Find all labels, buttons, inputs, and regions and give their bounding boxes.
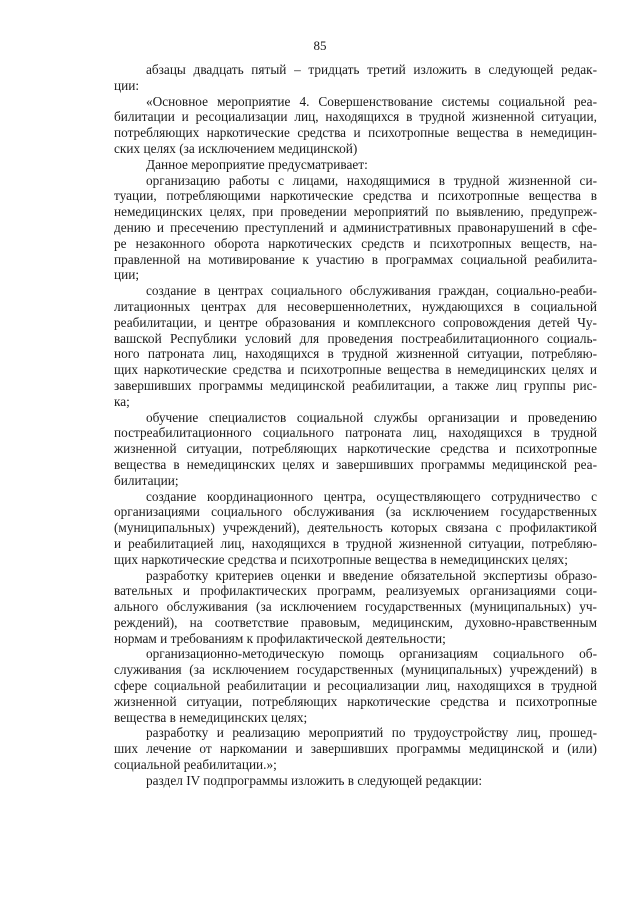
text-line: вещества в немедицинских целях;: [114, 709, 308, 725]
text-line: жизненной ситуации, потребляющих наркотические средства и психотропные: [114, 693, 597, 709]
text-line: щих наркотические средства и психотропные вещества в немедицинских целях и: [114, 362, 597, 378]
text-line: создание в центрах социального обслуживания граждан, социально-реаби-: [146, 283, 597, 299]
text-line: Данное мероприятие предусматривает:: [146, 156, 368, 172]
text-line: литационных центрах для несовершеннолетних, нуждающихся в социальной: [114, 298, 597, 314]
text-line: немедицинских целях, при проведении мероприятий по выявлению, предупреж-: [114, 204, 597, 220]
text-line: туации, потребляющими наркотические средства и психотропные вещества в: [114, 188, 597, 204]
text-line: организационно-методическую помощь организациям социального об-: [146, 646, 597, 662]
text-line: (муниципальных) учреждений), деятельность которых связана с профилактикой: [114, 520, 597, 536]
paragraph: [114, 725, 597, 772]
page-number: 85: [313, 38, 327, 53]
text-line: вательных и профилактических программ, реализуемых организациями соци-: [114, 583, 597, 599]
document-body: [114, 62, 597, 789]
text-line: ших лечение от наркомании и завершивших программы медицинской и (или): [114, 741, 597, 757]
paragraph: [114, 773, 597, 789]
paragraph: [114, 646, 597, 725]
text-line: завершивших программы медицинской реабилитации, а также лиц группы рис-: [114, 377, 597, 393]
paragraph: [114, 410, 597, 489]
text-line: билитации;: [114, 472, 179, 488]
text-line: раздел IV подпрограммы изложить в следующей редакции:: [146, 772, 483, 788]
text-line: ка;: [114, 393, 130, 409]
paragraph: [114, 157, 597, 173]
text-line: вашской Республики условий для проведения постреабилитационного социаль-: [114, 330, 597, 346]
text-line: «Основное мероприятие 4. Совершенствование системы социальной реа-: [146, 93, 597, 109]
text-line: потребляющих наркотические средства и психотропные вещества в немедицин-: [114, 125, 597, 141]
text-line: реабилитации, и центре образования и комплексного сопровождения детей Чу-: [114, 314, 597, 330]
text-line: нормам и требованиям к профилактической деятельности;: [114, 630, 446, 646]
text-line: абзацы двадцать пятый – тридцать третий изложить в следующей редак-: [146, 62, 597, 77]
text-line: постреабилитационного социального патроната лиц, находящихся в трудной: [114, 425, 597, 441]
text-line: ального обслуживания (за исключением государственных (муниципальных) уч-: [114, 599, 597, 615]
text-line: правленной на мотивирование к участию в программах социальной реабилита-: [114, 251, 597, 267]
paragraph: [114, 489, 597, 568]
text-line: жизненной ситуации, потребляющих наркотические средства и психотропные: [114, 441, 597, 457]
text-line: и реабилитацией лиц, находящихся в трудной жизненной ситуации, потребляю-: [114, 535, 597, 551]
text-line: сфере социальной реабилитации и ресоциализации лиц, находящихся в трудной: [114, 678, 597, 694]
text-line: билитации и ресоциализации лиц, находящихся в трудной жизненной ситуации,: [114, 109, 597, 125]
text-line: служивания (за исключением государственных (муниципальных) учреждений) в: [114, 662, 597, 678]
text-line: организацию работы с лицами, находящимися в трудной жизненной си-: [146, 172, 597, 188]
paragraph: [114, 173, 597, 284]
text-line: социальной реабилитации.»;: [114, 757, 277, 773]
text-line: разработку критериев оценки и введение обязательной экспертизы образо-: [146, 567, 597, 583]
text-line: ре незаконного оборота наркотических средств и психотропных веществ, на-: [114, 235, 597, 251]
text-line: ции:: [114, 77, 140, 93]
text-line: ции;: [114, 267, 140, 283]
text-line: щих наркотические средства и психотропные вещества в немедицинских целях;: [114, 551, 568, 567]
text-line: ских целях (за исключением медицинской): [114, 140, 358, 156]
text-line: ного патроната лиц, находящихся в трудной жизненной ситуации, потребляю-: [114, 346, 597, 362]
text-line: создание координационного центра, осуществляющего сотрудничество с: [146, 488, 597, 504]
text-line: обучение специалистов социальной службы организации и проведению: [146, 409, 597, 425]
paragraph: [114, 94, 597, 157]
text-line: организациями социального обслуживания (за исключением государственных: [114, 504, 597, 520]
text-line: дению и пресечению преступлений и административных правонарушений в сфе-: [114, 219, 597, 235]
text-line: реждений), на соответствие правовым, медицинским, духовно-нравственным: [114, 614, 597, 630]
paragraph: [114, 568, 597, 647]
text-line: разработку и реализацию мероприятий по трудоустройству лиц, прошед-: [146, 725, 597, 741]
text-line: вещества в немедицинских целях и завершивших программы медицинской реа-: [114, 456, 597, 472]
paragraph: [114, 283, 597, 409]
paragraph: [114, 62, 597, 94]
